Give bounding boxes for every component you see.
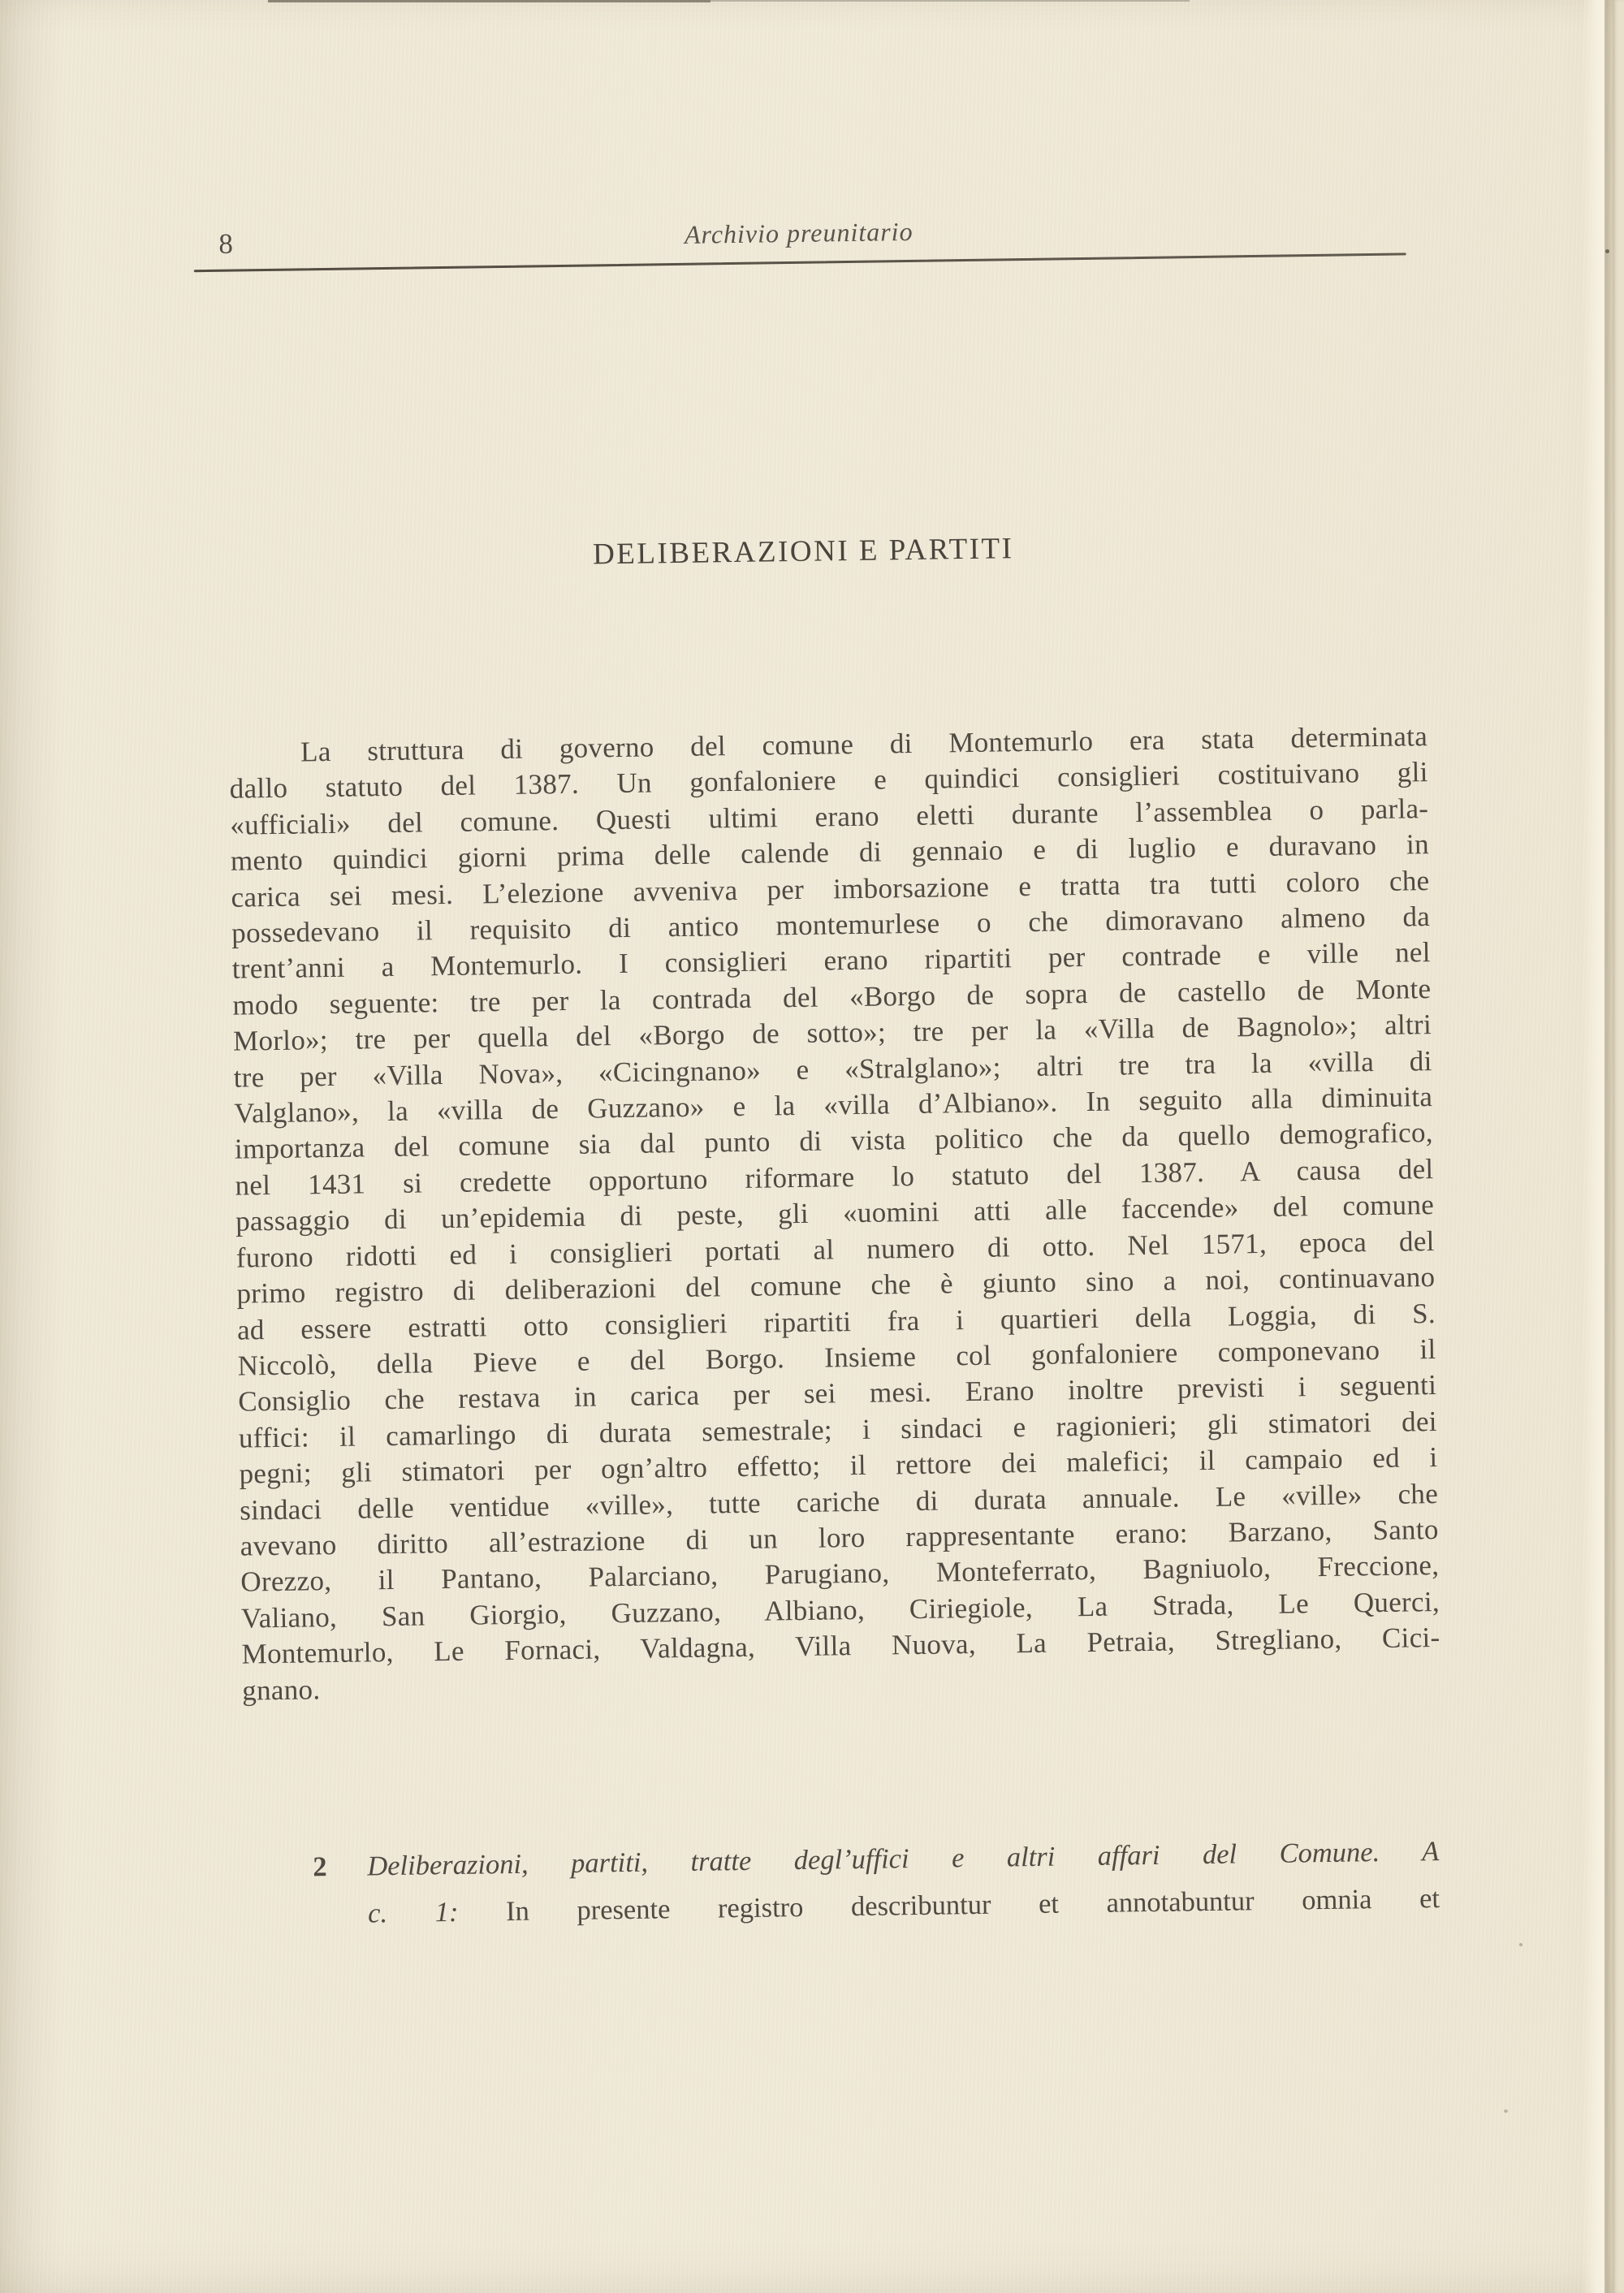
paragraph-line: possedevano il requisito di antico montemurlese o che dimoravano almeno da xyxy=(231,900,1431,949)
inventory-entry xyxy=(313,1828,1440,1937)
scanner-top-edge-faint xyxy=(710,0,1190,2)
paragraph-line: carica sei mesi. L’elezione avveniva per imborsazione e tratta tra tutti coloro che xyxy=(231,864,1430,913)
paragraph-line: Morlo»; tre per quella del «Borgo de sotto»; tre per la «Villa de Bagnolo»; altri xyxy=(232,1008,1432,1057)
scanner-top-edge xyxy=(268,0,710,2)
paragraph-line: importanza del comune sia dal punto di vista politico che da quello demografico, xyxy=(234,1116,1434,1166)
paragraph-line: trent’anni a Montemurlo. I consiglieri erano ripartiti per contrade e ville nel xyxy=(231,936,1431,986)
entry-text xyxy=(367,1828,1440,1937)
paragraph-line: uffici: il camarlingo di durata semestrale; i sindaci e ragionieri; gli stimatori dei xyxy=(238,1405,1438,1454)
entry-latin-incipit: In presente registro describuntur et annotabuntur omnia et xyxy=(505,1883,1440,1928)
paragraph-line: pegni; gli stimatori per ogn’altro effetto; il rettore dei malefici; il campaio ed i xyxy=(239,1441,1438,1490)
entry-number: 2 xyxy=(313,1851,327,1883)
paragraph-line: Montemurlo, Le Fornaci, Valdagna, Villa Nuova, La Petraia, Stregliano, Cici- xyxy=(241,1622,1440,1670)
paragraph-line: Valiano, San Giorgio, Guzzano, Albiano, Ciriegiole, La Strada, Le Querci, xyxy=(240,1585,1440,1634)
paragraph-line: passaggio di un’epidemia di peste, gli «uomini atti alle faccende» del comune xyxy=(235,1189,1435,1237)
paragraph-line: Niccolò, della Pieve e del Borgo. Insieme col gonfaloniere componevano il xyxy=(237,1332,1436,1382)
paragraph-line: tre per «Villa Nova», «Cicingnano» e «Stralglano»; altri tre tra la «villa di xyxy=(233,1044,1432,1094)
next-page-strip xyxy=(1613,0,1624,2293)
running-title: Archivio preunitario xyxy=(684,216,914,249)
paragraph-line: sindaci delle ventidue «ville», tutte cariche di durata annuale. Le «ville» che xyxy=(239,1477,1439,1527)
paragraph-line: dallo statuto del 1387. Un gonfaloniere e quindici consiglieri costituivano gli xyxy=(229,756,1428,805)
paragraph-line: primo registro di deliberazioni del comune che è giunto sino a noi, continuavano xyxy=(236,1261,1436,1310)
paragraph-line: ad essere estratti otto consiglieri ripartiti fra i quartieri della Loggia, di S. xyxy=(236,1297,1436,1346)
dust-speck xyxy=(1605,249,1609,253)
paragraph-line: Valglano», la «villa de Guzzano» e la «villa d’Albiano». In seguito alla diminuita xyxy=(234,1081,1433,1129)
paragraph-line: nel 1431 si credette opportuno riformare lo statuto del 1387. A causa del xyxy=(235,1152,1434,1202)
paragraph-line: gnano. xyxy=(241,1673,321,1707)
dust-speck xyxy=(1504,2109,1508,2113)
paragraph-line: avevano diritto all’estrazione di un loro rappresentante erano: Barzano, Santo xyxy=(240,1513,1439,1562)
paragraph-line: La struttura di governo del comune di Montemurlo era stata determinata xyxy=(300,720,1428,768)
dust-speck xyxy=(1519,1943,1522,1946)
paragraph-line: Orezzo, il Pantano, Palarciano, Parugiano, Monteferrato, Bagniuolo, Freccione, xyxy=(240,1549,1440,1598)
paragraph-line: Consiglio che restava in carica per sei mesi. Erano inoltre previsti i seguenti xyxy=(238,1369,1437,1418)
page-edge-highlight xyxy=(1582,0,1606,2293)
paragraph-line: mento quindici giorni prima delle calende di gennaio e di luglio e duravano in xyxy=(230,828,1430,877)
entry-carta-ref: c. 1: xyxy=(367,1896,459,1929)
paragraph-line: modo seguente: tre per la contrada del «Borgo de sopra de castello de Monte xyxy=(232,972,1432,1021)
body-paragraph xyxy=(229,719,1441,1708)
entry-title-line: Deliberazioni, partiti, tratte degl’uffici e altri affari del Comune. A xyxy=(367,1836,1440,1882)
paragraph-line: «ufficiali» del comune. Questi ultimi erano eletti durante l’assemblea o parla- xyxy=(230,792,1429,841)
page-number: 8 xyxy=(218,227,234,260)
section-title: DELIBERAZIONI E PARTITI xyxy=(592,532,1014,572)
paragraph-line: furono ridotti ed i consiglieri portati al numero di otto. Nel 1571, epoca del xyxy=(235,1224,1435,1274)
